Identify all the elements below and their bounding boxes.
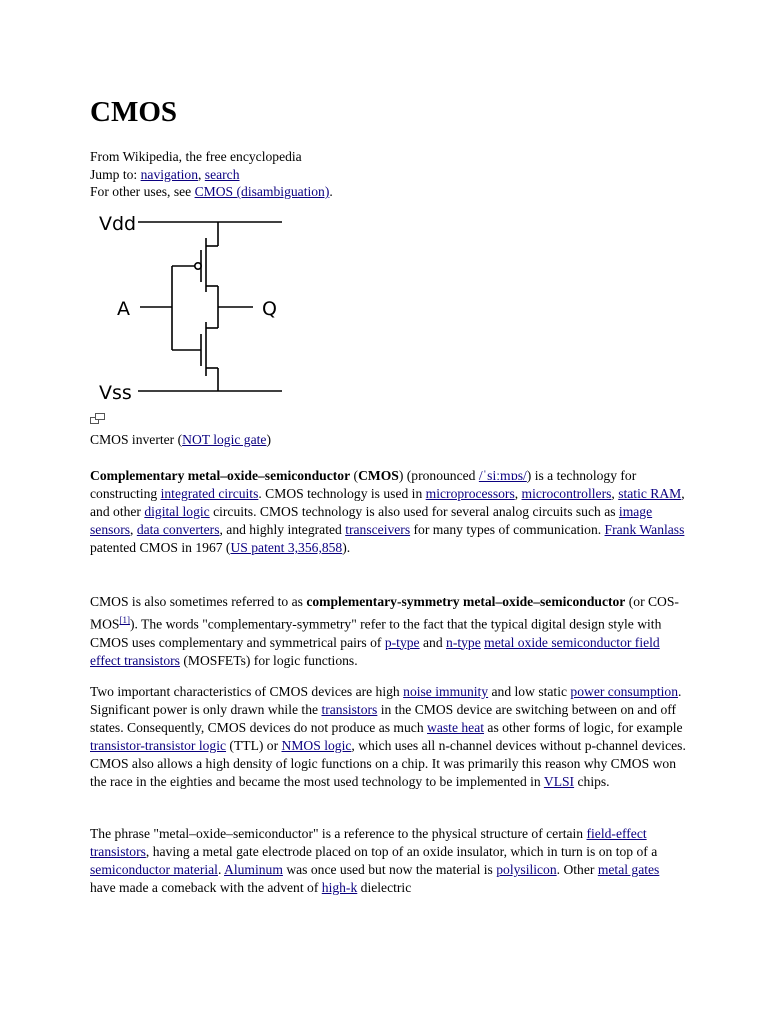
text-run: The phrase "metal–oxide–semiconductor" is a reference to the physical structure of certain <box>90 826 587 841</box>
paragraph-mos-phrase <box>90 825 688 897</box>
inline-link[interactable]: VLSI <box>543 774 575 789</box>
inline-link[interactable]: NMOS logic <box>281 738 352 753</box>
caption-prefix: CMOS inverter ( <box>90 432 183 447</box>
text-run: for many types of communication. <box>410 522 605 537</box>
inline-link[interactable]: transistors <box>321 702 378 717</box>
output-q-label: Q <box>262 298 277 320</box>
inline-link[interactable]: /ˈsiːmɒs/ <box>478 468 527 483</box>
text-run: , which uses all n-channel devices without p-channel devices. CMOS also allows a high density of logic functions on a chip. It was primarily this reason why CMOS won the race in the eighties and became the most used technology to be implemented in <box>90 738 686 789</box>
inline-link[interactable]: US patent 3,356,858 <box>230 540 343 555</box>
text-run: ). <box>342 540 351 555</box>
inline-link[interactable]: data converters <box>136 522 220 537</box>
inline-link[interactable]: n-type <box>446 634 481 650</box>
text-run: in the CMOS device are switching between on and off states. Consequently, CMOS devices do not produce as much <box>90 702 677 735</box>
inline-link[interactable]: Frank Wanlass <box>604 522 685 537</box>
inline-link[interactable]: static RAM <box>618 486 682 501</box>
text-run: (TTL) or <box>226 738 282 753</box>
vss-label: Vss <box>99 382 132 400</box>
page-title: CMOS <box>90 96 177 128</box>
paragraph-characteristics <box>90 683 688 791</box>
text-run: , <box>514 486 522 501</box>
jump-separator: , <box>198 166 205 182</box>
inline-link[interactable]: metal gates <box>597 862 660 877</box>
inline-link[interactable]: waste heat <box>427 720 485 735</box>
text-run: (or COS-MOS <box>90 594 679 632</box>
jump-search-link[interactable]: search <box>204 166 240 182</box>
inline-link[interactable]: polysilicon <box>496 862 557 877</box>
text-run: patented CMOS in 1967 ( <box>90 540 231 555</box>
text-run: ( <box>350 468 359 483</box>
citation-link[interactable]: [1] <box>119 615 130 625</box>
text-run: chips. <box>574 774 610 789</box>
text-run: , and highly integrated <box>219 522 346 537</box>
text-run: , and other <box>90 486 685 519</box>
hatnote-suffix: . <box>329 184 333 199</box>
inline-link[interactable]: transistor-transistor logic <box>90 738 227 753</box>
text-run: . Significant power is only drawn while the <box>90 684 682 717</box>
text-run: ) is a technology for constructing <box>90 468 637 501</box>
text-run: dielectric <box>357 880 412 895</box>
text-run: . <box>217 862 225 877</box>
inline-link[interactable]: field-effect transistors <box>90 826 647 859</box>
text-run: . Other <box>556 862 598 877</box>
citation <box>119 615 130 625</box>
hatnote <box>90 183 333 201</box>
jump-navigation-link[interactable]: navigation <box>140 166 198 182</box>
inline-link[interactable]: metal oxide semiconductor field effect transistors <box>90 634 660 668</box>
figure-caption <box>90 431 271 449</box>
inline-link[interactable]: image sensors <box>90 504 653 537</box>
jump-to <box>90 166 333 184</box>
paragraph-complementary-symmetry <box>90 593 688 670</box>
jump-prefix: Jump to: <box>90 166 141 182</box>
inline-link[interactable]: microcontrollers <box>521 486 612 501</box>
inline-link[interactable]: digital logic <box>144 504 210 519</box>
text-run: as other forms of logic, for example <box>484 720 683 735</box>
inline-link[interactable]: integrated circuits <box>160 486 259 501</box>
text-run: have made a comeback with the advent of <box>90 880 322 895</box>
text-run: circuits. CMOS technology is also used for several analog circuits such as <box>209 504 619 519</box>
text-run: Two important characteristics of CMOS devices are high <box>90 684 404 699</box>
inline-link[interactable]: Aluminum <box>224 862 283 877</box>
not-logic-gate-link[interactable]: NOT logic gate <box>182 432 267 447</box>
magnify-clip-icon[interactable] <box>90 412 105 428</box>
text-run: (MOSFETs) for logic functions. <box>179 652 358 668</box>
bold-term: CMOS <box>358 468 399 483</box>
cmos-inverter-diagram[interactable] <box>90 206 290 400</box>
inline-link[interactable]: microprocessors <box>425 486 515 501</box>
paragraph-intro <box>90 467 688 557</box>
text-run: , having a metal gate electrode placed on top of an oxide insulator, which in turn is on top of a <box>145 844 658 859</box>
inline-link[interactable]: power consumption <box>570 684 679 699</box>
text-run: ). The words "complementary-symmetry" refer to the fact that the typical digital design style with CMOS uses complementary and symmetrical pairs of <box>90 616 662 650</box>
text-run: , <box>130 522 137 537</box>
text-run: CMOS is also sometimes referred to as <box>90 594 307 609</box>
site-sub: From Wikipedia, the free encyclopedia <box>90 149 302 164</box>
article-meta <box>90 148 333 201</box>
disambiguation-link[interactable]: CMOS (disambiguation) <box>194 184 330 199</box>
text-run: ) (pronounced <box>398 468 479 483</box>
hatnote-prefix: For other uses, see <box>90 184 195 199</box>
caption-suffix: ) <box>266 432 271 447</box>
text-run: was once used but now the material is <box>282 862 497 877</box>
bold-term: complementary-symmetry metal–oxide–semiconductor <box>306 594 626 609</box>
input-a-label: A <box>117 298 130 320</box>
text-run: , <box>611 486 619 501</box>
inline-link[interactable]: high-k <box>321 880 358 895</box>
vdd-label: Vdd <box>99 213 137 235</box>
bold-term: Complementary metal–oxide–semiconductor <box>90 468 351 483</box>
text-run: . CMOS technology is used in <box>258 486 426 501</box>
inline-link[interactable]: p-type <box>384 634 420 650</box>
inline-link[interactable]: noise immunity <box>403 684 489 699</box>
text-run: and low static <box>488 684 571 699</box>
inline-link[interactable]: semiconductor material <box>90 862 218 877</box>
inline-link[interactable]: transceivers <box>345 522 411 537</box>
text-run: and <box>419 634 447 650</box>
